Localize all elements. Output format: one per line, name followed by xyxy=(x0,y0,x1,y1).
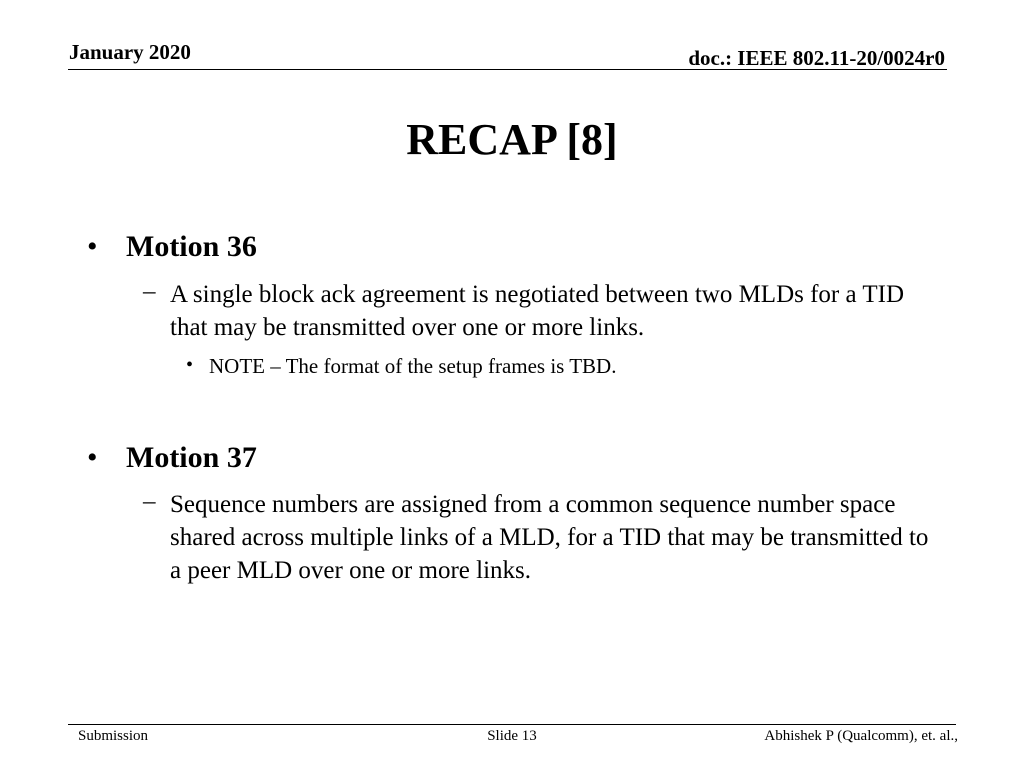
dash-marker: – xyxy=(143,278,156,305)
note-bullet-marker: • xyxy=(186,354,194,376)
footer-submission: Submission xyxy=(78,728,149,744)
dash-marker: – xyxy=(143,488,156,515)
bullet-marker: • xyxy=(87,441,98,474)
header-date: January 2020 xyxy=(69,40,191,64)
footer-slide-number: Slide 13 xyxy=(487,728,537,744)
header-doc-id: doc.: IEEE 802.11-20/0024r0 xyxy=(688,46,945,70)
motion-37-heading: Motion 37 xyxy=(126,441,257,474)
motion-36-text: A single block ack agreement is negotiated between two MLDs for a TID that may be transmitted over one or more links. xyxy=(170,281,905,341)
motion-36-note: NOTE – The format of the setup frames is TBD. xyxy=(209,354,617,378)
motion-36-heading: Motion 36 xyxy=(126,230,257,263)
footer-author: Abhishek P (Qualcomm), et. al., xyxy=(764,728,958,744)
motion-37-text: Sequence numbers are assigned from a common sequence number space shared across multiple links of a MLD, for a TID that may be transmitted to a peer MLD over one or more links. xyxy=(170,491,929,584)
footer-rule xyxy=(68,724,956,725)
header-rule xyxy=(68,69,947,70)
slide-title: RECAP [8] xyxy=(406,115,618,164)
bullet-marker: • xyxy=(87,230,98,263)
